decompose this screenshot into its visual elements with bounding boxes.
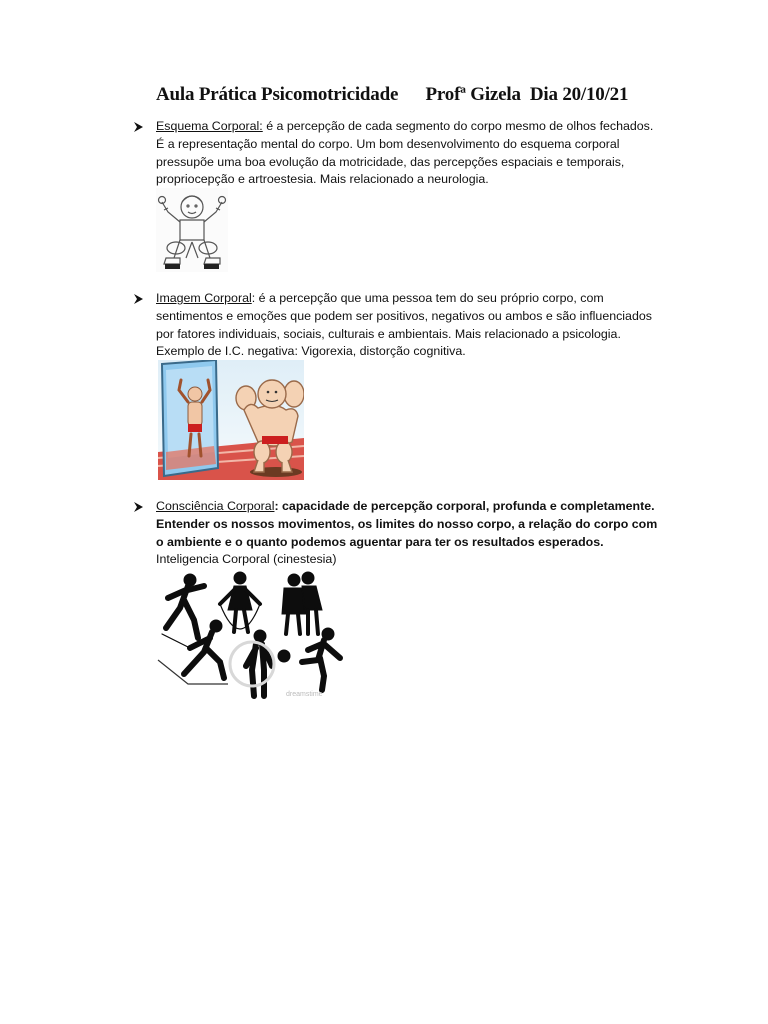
section-consciencia-corporal	[156, 498, 658, 569]
section-text: : capacidade de percepção corporal, profunda e completamente. Entender os nossos movimentos, os limites do nosso corpo, a relação do corpo com o ambiente e o quanto podemos aguentar para ter os resultados esperados.	[156, 499, 658, 549]
child-body-sketch	[156, 188, 228, 272]
section-imagem-corporal	[156, 290, 656, 361]
section-term: Imagem Corporal	[156, 291, 252, 305]
section-text: : é a percepção que uma pessoa tem do seu próprio corpo, com sentimentos e emoções que podem ser positivos, negativos ou ambos e são influenciados por fatores individuais, sociais, culturais e ambientais. Mais relacionado a psicologia. Exemplo de I.C. negativa: Vigorexia, distorção cognitiva.	[156, 291, 652, 359]
svg-text:dreamstime: dreamstime	[286, 691, 323, 698]
arrow-bullet-icon	[133, 498, 145, 516]
arrow-bullet-icon	[133, 290, 145, 308]
arrow-bullet-icon	[133, 118, 145, 136]
section-term: Consciência Corporal	[156, 499, 275, 513]
section-esquema-corporal	[156, 118, 656, 189]
section-subtitle: Inteligencia Corporal (cinestesia)	[156, 552, 337, 567]
children-playing-silhouettes	[156, 568, 350, 700]
section-text: é a percepção de cada segmento do corpo mesmo de olhos fechados. É a representação mental do corpo. Um bom desenvolvimento do esquema corporal pressupõe uma boa evolução da motricidade, das percepções espaciais e temporais, propriocepção e artroestesia. Mais relacionado a neurologia.	[156, 119, 654, 187]
page-title: Aula Prática Psicomotricidade Profª Gizela Dia 20/10/21	[156, 84, 629, 105]
section-term: Esquema Corporal:	[156, 119, 263, 133]
vigorexia-mirror-cartoon	[158, 360, 304, 480]
